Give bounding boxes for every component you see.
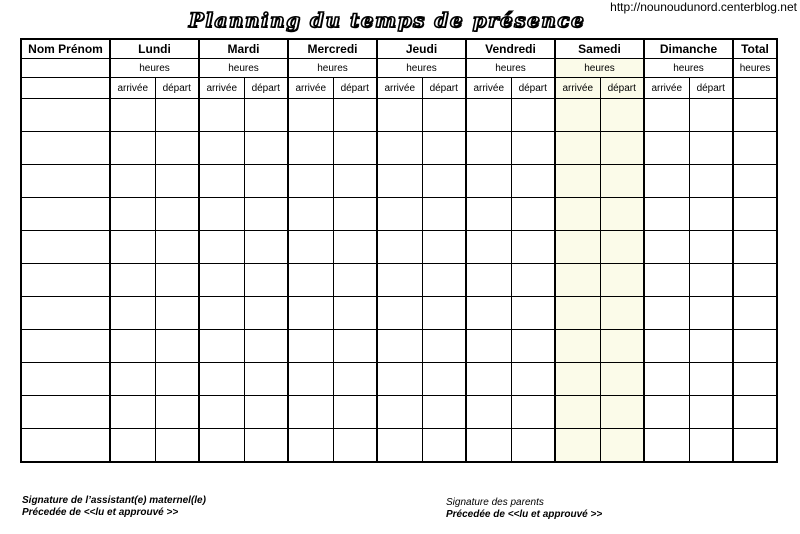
arrival-cell-lundi bbox=[110, 396, 155, 429]
departure-cell-mercredi bbox=[333, 132, 377, 165]
departure-cell-vendredi bbox=[511, 231, 555, 264]
departure-cell-samedi bbox=[600, 429, 644, 463]
arrival-cell-mercredi bbox=[288, 429, 333, 463]
departure-label-lundi: départ bbox=[155, 78, 199, 99]
departure-cell-lundi bbox=[155, 198, 199, 231]
arrival-cell-samedi bbox=[555, 231, 600, 264]
table-row bbox=[21, 330, 777, 363]
attendance-table bbox=[20, 38, 778, 463]
arrival-cell-jeudi bbox=[377, 363, 422, 396]
table-row bbox=[21, 396, 777, 429]
departure-cell-lundi bbox=[155, 297, 199, 330]
name-column-header: Nom Prénom bbox=[21, 39, 110, 59]
departure-cell-vendredi bbox=[511, 363, 555, 396]
assistant-approval-note: Précedée de <<lu et approuvé >> bbox=[22, 507, 179, 518]
departure-cell-mercredi bbox=[333, 231, 377, 264]
departure-cell-jeudi bbox=[422, 429, 466, 463]
total-cell bbox=[733, 396, 777, 429]
arrival-cell-mardi bbox=[199, 429, 244, 463]
table-row bbox=[21, 264, 777, 297]
times-header-blank bbox=[21, 78, 110, 99]
arrival-cell-lundi bbox=[110, 99, 155, 132]
departure-cell-mardi bbox=[244, 132, 288, 165]
arrival-cell-mercredi bbox=[288, 264, 333, 297]
arrival-cell-samedi bbox=[555, 99, 600, 132]
arrival-cell-mercredi bbox=[288, 297, 333, 330]
name-cell bbox=[21, 165, 110, 198]
departure-cell-vendredi bbox=[511, 132, 555, 165]
arrival-cell-dimanche bbox=[644, 396, 689, 429]
departure-cell-jeudi bbox=[422, 396, 466, 429]
arrival-label-dimanche: arrivée bbox=[644, 78, 689, 99]
arrival-cell-mardi bbox=[199, 198, 244, 231]
departure-cell-vendredi bbox=[511, 264, 555, 297]
departure-cell-samedi bbox=[600, 264, 644, 297]
times-header-total-blank bbox=[733, 78, 777, 99]
parents-approval-note: Précedée de <<lu et approuvé >> bbox=[446, 509, 603, 520]
arrival-cell-mercredi bbox=[288, 198, 333, 231]
departure-cell-dimanche bbox=[689, 363, 733, 396]
arrival-cell-lundi bbox=[110, 264, 155, 297]
arrival-cell-jeudi bbox=[377, 264, 422, 297]
departure-cell-lundi bbox=[155, 165, 199, 198]
arrival-cell-samedi bbox=[555, 198, 600, 231]
arrival-cell-lundi bbox=[110, 132, 155, 165]
arrival-cell-jeudi bbox=[377, 330, 422, 363]
arrival-cell-mercredi bbox=[288, 99, 333, 132]
departure-cell-vendredi bbox=[511, 330, 555, 363]
arrival-cell-jeudi bbox=[377, 429, 422, 463]
table-row bbox=[21, 363, 777, 396]
departure-cell-samedi bbox=[600, 396, 644, 429]
header-row-days bbox=[21, 39, 777, 59]
arrival-label-lundi: arrivée bbox=[110, 78, 155, 99]
day-header-samedi: Samedi bbox=[555, 39, 644, 59]
table-row bbox=[21, 99, 777, 132]
arrival-cell-jeudi bbox=[377, 198, 422, 231]
departure-cell-samedi bbox=[600, 165, 644, 198]
departure-cell-lundi bbox=[155, 231, 199, 264]
total-cell bbox=[733, 429, 777, 463]
arrival-cell-vendredi bbox=[466, 429, 511, 463]
arrival-cell-dimanche bbox=[644, 297, 689, 330]
departure-cell-dimanche bbox=[689, 429, 733, 463]
arrival-cell-mardi bbox=[199, 132, 244, 165]
departure-cell-samedi bbox=[600, 297, 644, 330]
departure-cell-jeudi bbox=[422, 297, 466, 330]
departure-cell-samedi bbox=[600, 231, 644, 264]
departure-cell-dimanche bbox=[689, 132, 733, 165]
day-header-mardi: Mardi bbox=[199, 39, 288, 59]
arrival-label-vendredi: arrivée bbox=[466, 78, 511, 99]
parents-signature-label: Signature des parents bbox=[446, 497, 544, 508]
arrival-cell-vendredi bbox=[466, 264, 511, 297]
departure-cell-lundi bbox=[155, 264, 199, 297]
departure-cell-vendredi bbox=[511, 99, 555, 132]
departure-label-dimanche: départ bbox=[689, 78, 733, 99]
arrival-cell-dimanche bbox=[644, 363, 689, 396]
departure-cell-jeudi bbox=[422, 264, 466, 297]
day-header-dimanche: Dimanche bbox=[644, 39, 733, 59]
arrival-cell-samedi bbox=[555, 429, 600, 463]
arrival-cell-vendredi bbox=[466, 396, 511, 429]
departure-cell-mardi bbox=[244, 363, 288, 396]
departure-cell-vendredi bbox=[511, 198, 555, 231]
name-cell bbox=[21, 330, 110, 363]
arrival-cell-vendredi bbox=[466, 231, 511, 264]
parents-signature-block bbox=[446, 497, 602, 521]
departure-label-mercredi: départ bbox=[333, 78, 377, 99]
departure-cell-mercredi bbox=[333, 198, 377, 231]
name-cell bbox=[21, 297, 110, 330]
hours-header-blank bbox=[21, 59, 110, 78]
arrival-cell-jeudi bbox=[377, 132, 422, 165]
departure-label-samedi: départ bbox=[600, 78, 644, 99]
departure-cell-jeudi bbox=[422, 330, 466, 363]
table-row bbox=[21, 297, 777, 330]
departure-cell-lundi bbox=[155, 132, 199, 165]
total-cell bbox=[733, 231, 777, 264]
hours-label-samedi: heures bbox=[555, 59, 644, 78]
arrival-cell-jeudi bbox=[377, 297, 422, 330]
arrival-cell-vendredi bbox=[466, 99, 511, 132]
departure-cell-jeudi bbox=[422, 363, 466, 396]
hours-label-jeudi: heures bbox=[377, 59, 466, 78]
arrival-cell-vendredi bbox=[466, 363, 511, 396]
departure-cell-dimanche bbox=[689, 264, 733, 297]
arrival-cell-jeudi bbox=[377, 165, 422, 198]
arrival-cell-mercredi bbox=[288, 231, 333, 264]
hours-label-mercredi: heures bbox=[288, 59, 377, 78]
departure-cell-dimanche bbox=[689, 297, 733, 330]
source-url: http://nounoudunord.centerblog.net bbox=[610, 0, 797, 14]
departure-cell-dimanche bbox=[689, 330, 733, 363]
total-cell bbox=[733, 330, 777, 363]
arrival-cell-lundi bbox=[110, 297, 155, 330]
departure-cell-samedi bbox=[600, 330, 644, 363]
departure-cell-mercredi bbox=[333, 429, 377, 463]
assistant-signature-label: Signature de l’assistant(e) maternel(le) bbox=[22, 495, 206, 506]
arrival-cell-mardi bbox=[199, 363, 244, 396]
table-row bbox=[21, 231, 777, 264]
departure-cell-mercredi bbox=[333, 396, 377, 429]
departure-cell-dimanche bbox=[689, 99, 733, 132]
arrival-cell-lundi bbox=[110, 363, 155, 396]
departure-cell-mardi bbox=[244, 99, 288, 132]
arrival-cell-lundi bbox=[110, 231, 155, 264]
departure-cell-samedi bbox=[600, 99, 644, 132]
name-cell bbox=[21, 198, 110, 231]
departure-cell-dimanche bbox=[689, 231, 733, 264]
arrival-cell-vendredi bbox=[466, 330, 511, 363]
arrival-cell-samedi bbox=[555, 165, 600, 198]
departure-cell-lundi bbox=[155, 363, 199, 396]
departure-cell-vendredi bbox=[511, 396, 555, 429]
total-cell bbox=[733, 165, 777, 198]
arrival-cell-mardi bbox=[199, 99, 244, 132]
arrival-cell-mercredi bbox=[288, 165, 333, 198]
total-cell bbox=[733, 363, 777, 396]
day-header-vendredi: Vendredi bbox=[466, 39, 555, 59]
arrival-cell-dimanche bbox=[644, 99, 689, 132]
departure-cell-mardi bbox=[244, 231, 288, 264]
departure-cell-vendredi bbox=[511, 297, 555, 330]
departure-cell-mardi bbox=[244, 198, 288, 231]
departure-cell-dimanche bbox=[689, 198, 733, 231]
departure-cell-samedi bbox=[600, 198, 644, 231]
departure-cell-mardi bbox=[244, 297, 288, 330]
departure-label-mardi: départ bbox=[244, 78, 288, 99]
departure-cell-mercredi bbox=[333, 363, 377, 396]
name-cell bbox=[21, 264, 110, 297]
table-row bbox=[21, 198, 777, 231]
arrival-cell-mercredi bbox=[288, 363, 333, 396]
departure-label-jeudi: départ bbox=[422, 78, 466, 99]
arrival-cell-jeudi bbox=[377, 231, 422, 264]
arrival-cell-dimanche bbox=[644, 264, 689, 297]
arrival-cell-mercredi bbox=[288, 330, 333, 363]
total-cell bbox=[733, 297, 777, 330]
hours-label-lundi: heures bbox=[110, 59, 199, 78]
name-cell bbox=[21, 231, 110, 264]
name-cell bbox=[21, 99, 110, 132]
total-cell bbox=[733, 264, 777, 297]
arrival-cell-dimanche bbox=[644, 198, 689, 231]
arrival-label-jeudi: arrivée bbox=[377, 78, 422, 99]
name-cell bbox=[21, 363, 110, 396]
departure-cell-mercredi bbox=[333, 165, 377, 198]
departure-cell-mardi bbox=[244, 165, 288, 198]
arrival-cell-vendredi bbox=[466, 297, 511, 330]
arrival-cell-samedi bbox=[555, 396, 600, 429]
departure-cell-mercredi bbox=[333, 99, 377, 132]
arrival-cell-vendredi bbox=[466, 165, 511, 198]
page-title: Planning du temps de présence bbox=[188, 8, 586, 32]
arrival-cell-vendredi bbox=[466, 132, 511, 165]
departure-cell-jeudi bbox=[422, 165, 466, 198]
arrival-cell-samedi bbox=[555, 363, 600, 396]
day-header-lundi: Lundi bbox=[110, 39, 199, 59]
arrival-cell-samedi bbox=[555, 264, 600, 297]
arrival-cell-dimanche bbox=[644, 231, 689, 264]
departure-cell-dimanche bbox=[689, 396, 733, 429]
assistant-signature-block bbox=[22, 495, 206, 519]
departure-cell-jeudi bbox=[422, 198, 466, 231]
name-cell bbox=[21, 396, 110, 429]
arrival-label-mardi: arrivée bbox=[199, 78, 244, 99]
departure-cell-mardi bbox=[244, 429, 288, 463]
table-row bbox=[21, 165, 777, 198]
departure-cell-lundi bbox=[155, 396, 199, 429]
total-cell bbox=[733, 99, 777, 132]
departure-cell-lundi bbox=[155, 99, 199, 132]
departure-cell-jeudi bbox=[422, 231, 466, 264]
arrival-cell-lundi bbox=[110, 330, 155, 363]
arrival-cell-samedi bbox=[555, 297, 600, 330]
name-cell bbox=[21, 429, 110, 463]
name-cell bbox=[21, 132, 110, 165]
hours-label-vendredi: heures bbox=[466, 59, 555, 78]
departure-cell-dimanche bbox=[689, 165, 733, 198]
table-row bbox=[21, 429, 777, 463]
arrival-cell-jeudi bbox=[377, 396, 422, 429]
departure-cell-mercredi bbox=[333, 330, 377, 363]
arrival-cell-mercredi bbox=[288, 396, 333, 429]
arrival-cell-lundi bbox=[110, 429, 155, 463]
arrival-cell-mardi bbox=[199, 396, 244, 429]
arrival-cell-mardi bbox=[199, 297, 244, 330]
arrival-cell-mardi bbox=[199, 264, 244, 297]
arrival-cell-jeudi bbox=[377, 99, 422, 132]
arrival-cell-mardi bbox=[199, 330, 244, 363]
hours-label-total: heures bbox=[733, 59, 777, 78]
total-cell bbox=[733, 198, 777, 231]
arrival-cell-samedi bbox=[555, 330, 600, 363]
total-cell bbox=[733, 132, 777, 165]
total-column-header: Total bbox=[733, 39, 777, 59]
arrival-cell-dimanche bbox=[644, 330, 689, 363]
arrival-cell-dimanche bbox=[644, 429, 689, 463]
arrival-label-mercredi: arrivée bbox=[288, 78, 333, 99]
departure-cell-vendredi bbox=[511, 165, 555, 198]
departure-cell-lundi bbox=[155, 330, 199, 363]
day-header-jeudi: Jeudi bbox=[377, 39, 466, 59]
departure-cell-lundi bbox=[155, 429, 199, 463]
departure-cell-jeudi bbox=[422, 132, 466, 165]
arrival-cell-mardi bbox=[199, 165, 244, 198]
arrival-cell-dimanche bbox=[644, 132, 689, 165]
arrival-label-samedi: arrivée bbox=[555, 78, 600, 99]
arrival-cell-mardi bbox=[199, 231, 244, 264]
arrival-cell-lundi bbox=[110, 198, 155, 231]
header-row-hours bbox=[21, 59, 777, 78]
arrival-cell-dimanche bbox=[644, 165, 689, 198]
departure-cell-mardi bbox=[244, 330, 288, 363]
departure-label-vendredi: départ bbox=[511, 78, 555, 99]
arrival-cell-vendredi bbox=[466, 198, 511, 231]
departure-cell-mercredi bbox=[333, 297, 377, 330]
departure-cell-mardi bbox=[244, 396, 288, 429]
hours-label-mardi: heures bbox=[199, 59, 288, 78]
departure-cell-jeudi bbox=[422, 99, 466, 132]
arrival-cell-samedi bbox=[555, 132, 600, 165]
departure-cell-samedi bbox=[600, 132, 644, 165]
arrival-cell-mercredi bbox=[288, 132, 333, 165]
arrival-cell-lundi bbox=[110, 165, 155, 198]
departure-cell-vendredi bbox=[511, 429, 555, 463]
table-row bbox=[21, 132, 777, 165]
hours-label-dimanche: heures bbox=[644, 59, 733, 78]
departure-cell-mardi bbox=[244, 264, 288, 297]
departure-cell-mercredi bbox=[333, 264, 377, 297]
departure-cell-samedi bbox=[600, 363, 644, 396]
header-row-times bbox=[21, 78, 777, 99]
day-header-mercredi: Mercredi bbox=[288, 39, 377, 59]
